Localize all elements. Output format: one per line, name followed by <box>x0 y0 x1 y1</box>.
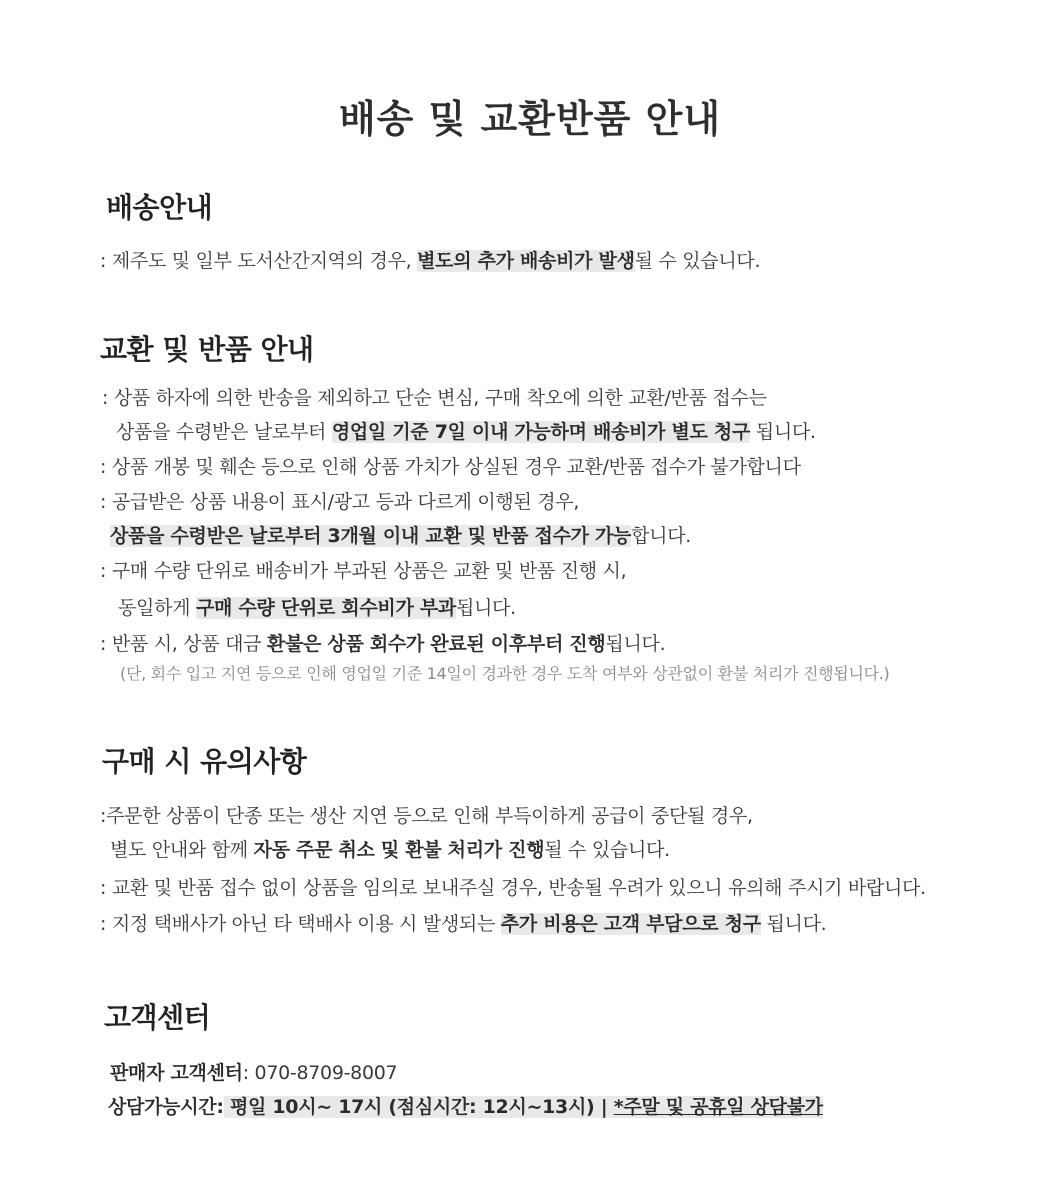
exchange-item3-line1: : 공급받은 상품 내용이 표시/광고 등과 다르게 이행된 경우, <box>100 491 580 513</box>
caution-item3-end: 됩니다. <box>760 913 827 935</box>
caution-item1-text: 별도 안내와 함께 <box>110 839 254 861</box>
exchange-item5-text: : 반품 시, 상품 대금 <box>100 633 267 655</box>
caution-item3 <box>100 909 826 936</box>
support-phone-value: : 070-8709-8007 <box>242 1062 398 1084</box>
support-heading: 고객센터 <box>104 1001 211 1034</box>
exchange-item5-bold: 환불은 상품 회수가 완료된 이후부터 진행 <box>266 633 606 655</box>
caution-item1-bold: 자동 주문 취소 및 환불 처리가 진행 <box>253 839 545 861</box>
exchange-item1-line2 <box>116 417 816 444</box>
caution-heading: 구매 시 유의사항 <box>102 745 307 778</box>
exchange-item5-end: 됩니다. <box>605 633 666 655</box>
caution-item1-line1: :주문한 상품이 단종 또는 생산 지연 등으로 인해 부득이하게 공급이 중단될 경우, <box>100 805 753 827</box>
exchange-item1-line1: : 상품 하자에 의한 반송을 제외하고 단순 변심, 구매 착오에 의한 교환/반품 접수는 <box>102 387 767 409</box>
support-hours-value: 평일 10시~ 17시 (점심시간: 12시~13시) | <box>223 1096 614 1118</box>
exchange-item4-end: 됩니다. <box>455 597 516 619</box>
exchange-item3-line2 <box>110 521 691 548</box>
exchange-item1-end: 됩니다. <box>750 421 816 443</box>
caution-item1-end: 될 수 있습니다. <box>544 839 670 861</box>
exchange-item2: : 상품 개봉 및 훼손 등으로 인해 상품 가치가 상실된 경우 교환/반품 접수가 불가합니다 <box>100 456 801 478</box>
exchange-item5 <box>100 629 665 656</box>
page-title: 배송 및 교환반품 안내 <box>338 97 722 141</box>
caution-item3-text: : 지정 택배사가 아닌 타 택배사 이용 시 발생되는 <box>100 913 501 935</box>
shipping-line-end: 될 수 있습니다. <box>634 250 761 272</box>
exchange-item4-line1: : 구매 수량 단위로 배송비가 부과된 상품은 교환 및 반품 진행 시, <box>100 560 627 582</box>
shipping-heading: 배송안내 <box>106 191 213 224</box>
caution-item1-line2 <box>110 835 670 862</box>
shipping-highlight: 별도의 추가 배송비가 발생 <box>417 250 635 272</box>
caution-item3-highlight: 추가 비용은 고객 부담으로 청구 <box>500 913 761 935</box>
exchange-item4-text: 동일하게 <box>118 597 196 619</box>
caution-item2: : 교환 및 반품 접수 없이 상품을 임의로 보내주실 경우, 반송될 우려가 있으니 유의해 주시기 바랍니다. <box>100 877 926 899</box>
exchange-heading: 교환 및 반품 안내 <box>100 333 314 366</box>
exchange-item3-highlight: 상품을 수령받은 날로부터 3개월 이내 교환 및 반품 접수가 가능 <box>110 525 632 547</box>
exchange-item1-highlight: 영업일 기준 7일 이내 가능하며 배송비가 별도 청구 <box>331 421 751 443</box>
support-phone <box>110 1058 397 1085</box>
shipping-line <box>100 246 760 273</box>
support-phone-label: 판매자 고객센터 <box>110 1062 243 1084</box>
exchange-item3-end: 합니다. <box>631 525 692 547</box>
support-hours <box>108 1092 823 1119</box>
exchange-item4-highlight: 구매 수량 단위로 회수비가 부과 <box>195 597 456 619</box>
exchange-item1-text: 상품을 수령받은 날로부터 <box>116 421 332 443</box>
shipping-line-text: : 제주도 및 일부 도서산간지역의 경우, <box>100 250 418 272</box>
exchange-item5-note: (단, 회수 입고 지연 등으로 인해 영업일 기준 14일이 경과한 경우 도착 여부와 상관없이 환불 처리가 진행됩니다.) <box>120 664 890 683</box>
support-hours-label: 상담가능시간: <box>108 1096 224 1118</box>
exchange-item4-line2 <box>118 593 516 620</box>
support-hours-note: *주말 및 공휴일 상담불가 <box>613 1096 823 1118</box>
